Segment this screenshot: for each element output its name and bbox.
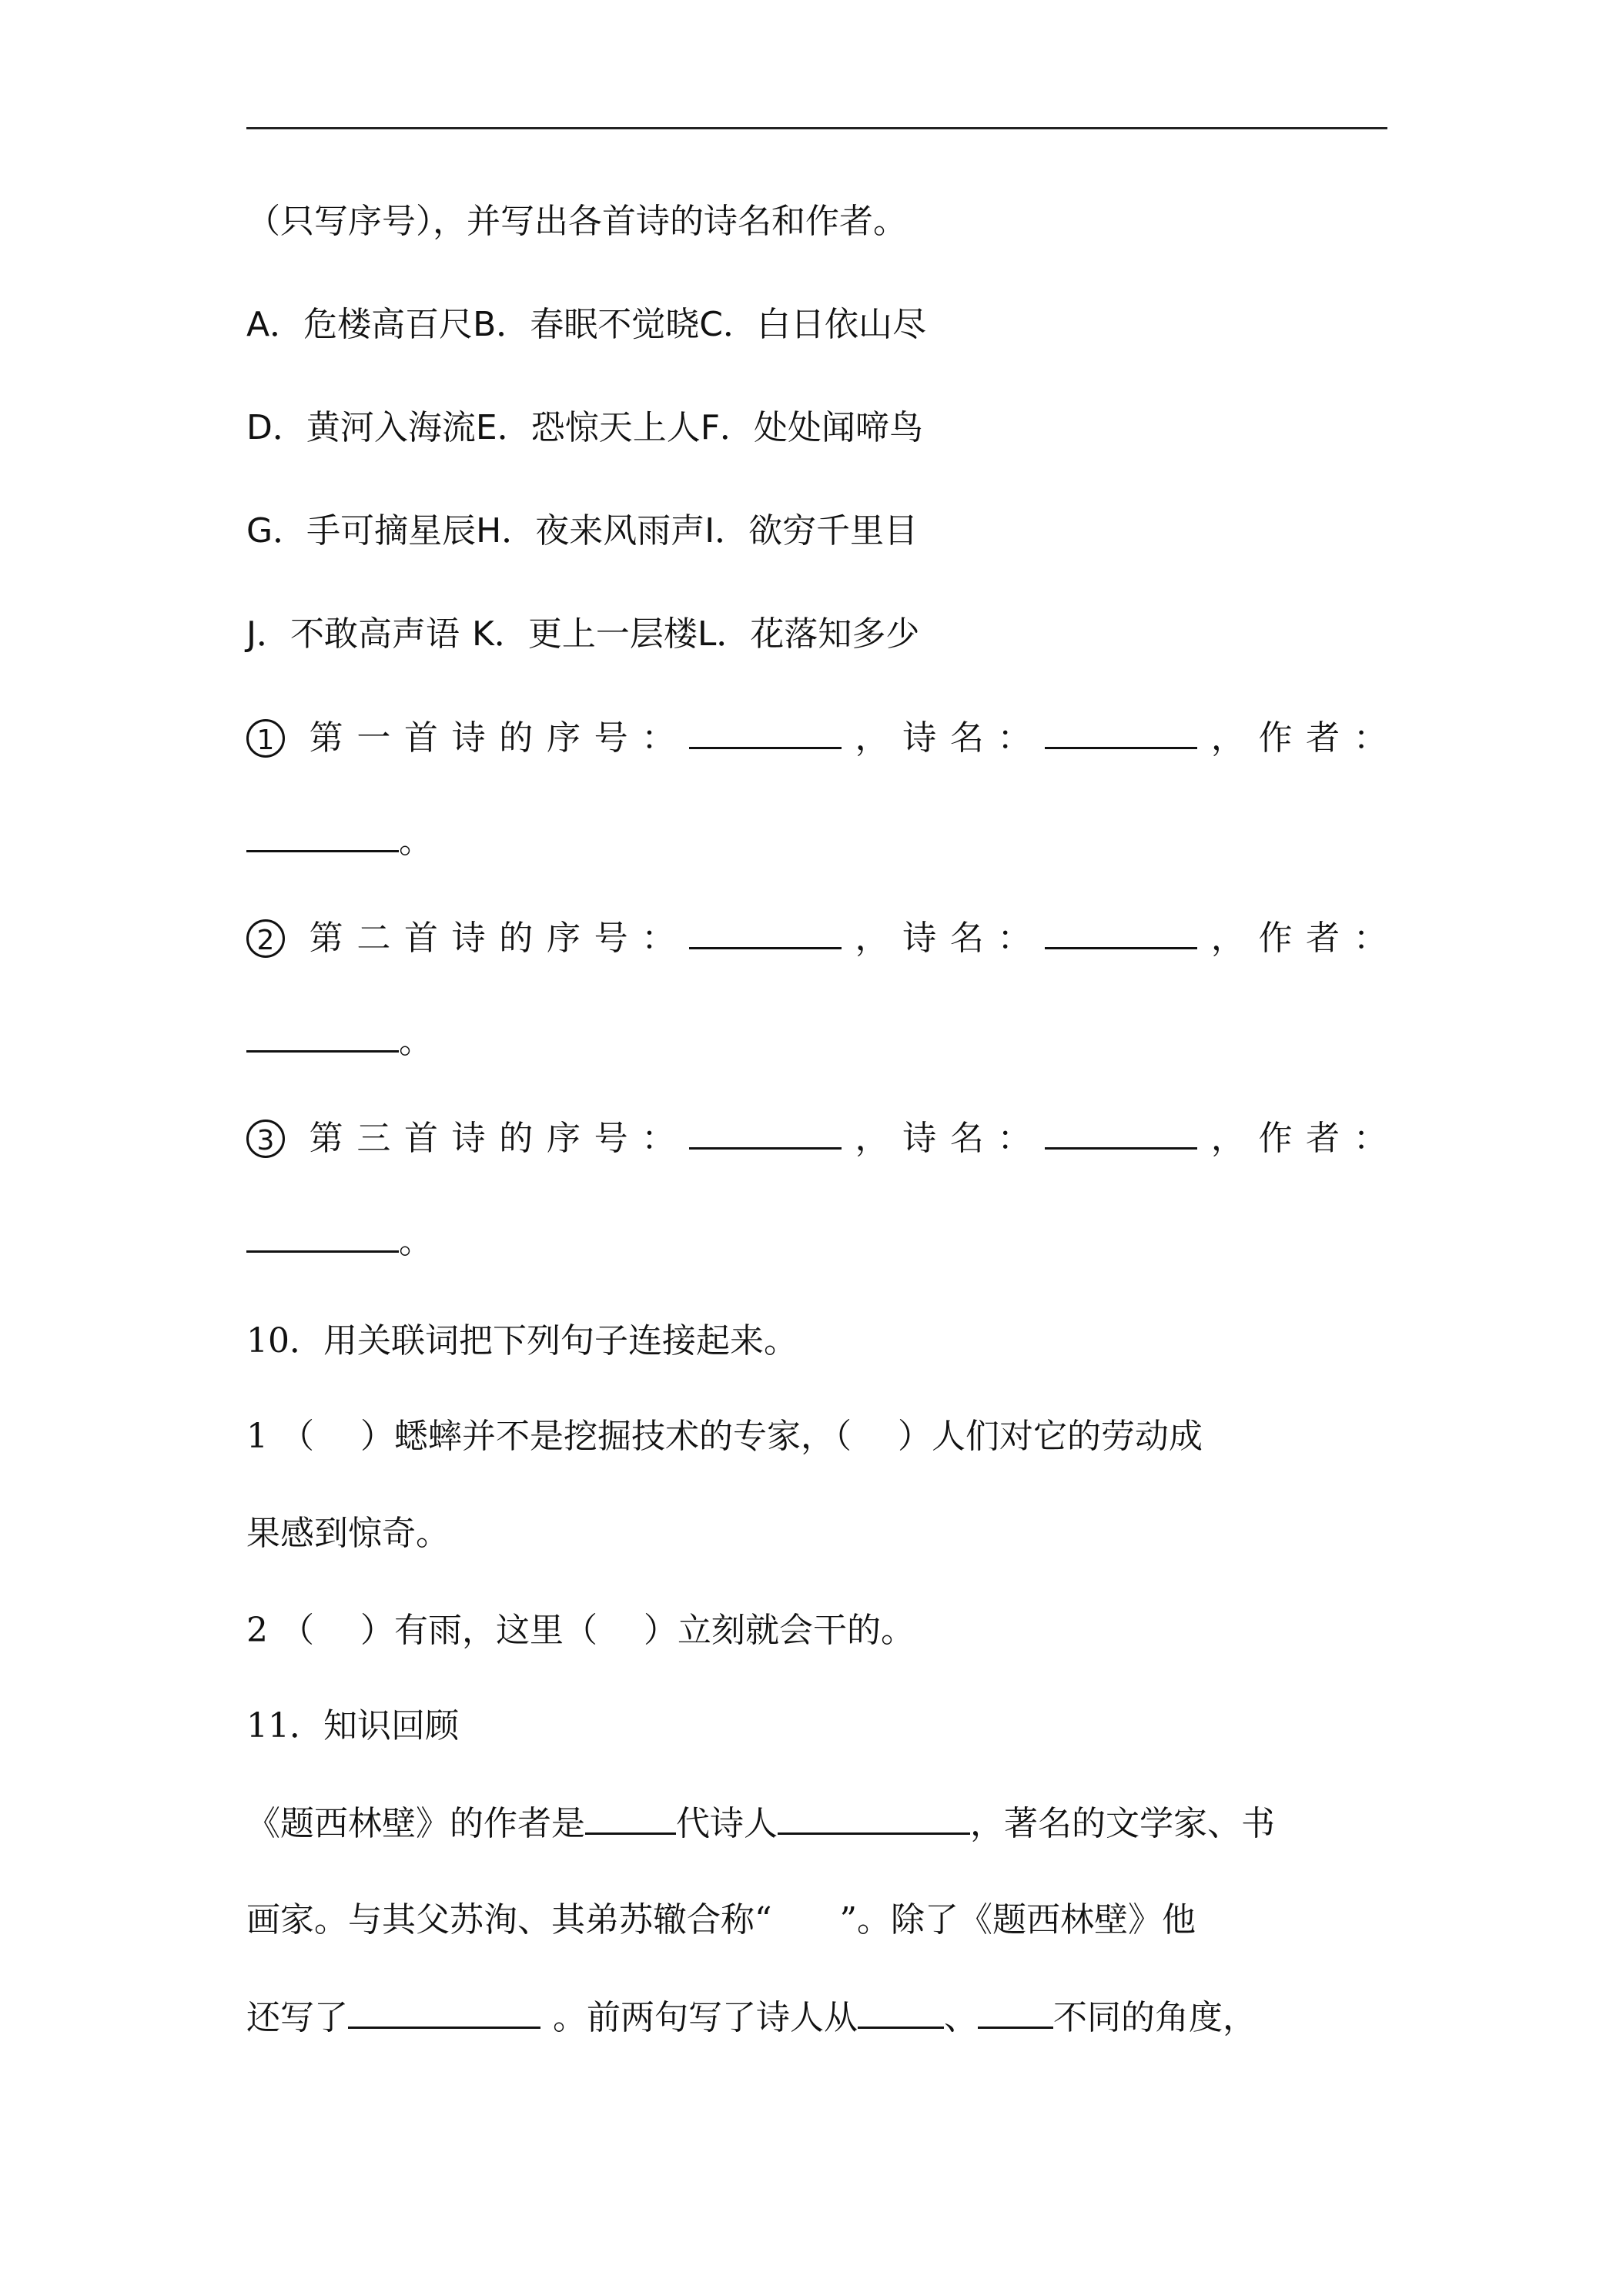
option-row	[246, 405, 1387, 451]
option-item: F．处处闻啼鸟	[700, 408, 924, 447]
option-item: H．夜来风雨声	[476, 511, 705, 551]
option-row	[246, 611, 1387, 658]
author-blank[interactable]	[246, 1218, 399, 1253]
poem-name-blank[interactable]	[1045, 1115, 1197, 1150]
question-11-line-1: 《题西林壁》的作者是 代诗人 ，著名的文学家、书	[246, 1800, 1387, 1847]
angle-blank[interactable]	[858, 1994, 944, 2029]
poem-name-blank[interactable]	[1045, 715, 1197, 749]
sequence-blank[interactable]	[689, 1115, 842, 1150]
question-10-sentence-1-cont: 果感到惊奇。	[246, 1514, 450, 1553]
option-item: L．花落知多少	[697, 614, 920, 654]
option-row	[246, 302, 1387, 348]
question-11-line-3: 还写了 。前两句写了诗人从 、 不同的角度，	[246, 1994, 1387, 2041]
instruction-text: （只写序号），并写出各首诗的诗名和作者。	[246, 202, 907, 241]
question-10-sentence-1: 1 （ ）蟋蟀并不是挖掘技术的专家，（ ）人们对它的劳动成	[246, 1417, 1203, 1456]
option-item: G．手可摘星辰	[246, 511, 477, 551]
author-answer-line: 。	[246, 1218, 1387, 1265]
option-item: C．白日依山尽	[699, 305, 927, 344]
circled-number: 1	[246, 719, 285, 758]
dynasty-blank[interactable]	[585, 1800, 676, 1835]
circled-number: 3	[246, 1120, 285, 1158]
works-blank[interactable]	[348, 1994, 540, 2029]
question-10-sentence-2: 2 （ ）有雨，这里（ ）立刻就会干的。	[246, 1611, 915, 1650]
sequence-blank[interactable]	[689, 715, 842, 749]
poem-question-3: 3 第 三 首 诗 的 序 号 ： ， 诗 名 ： ， 作 者 ：	[246, 1115, 1387, 1162]
angle-blank[interactable]	[978, 1994, 1053, 2029]
circled-number: 2	[246, 919, 285, 958]
option-item: A．危楼高百尺	[246, 305, 474, 344]
author-answer-line: 。	[246, 818, 1387, 865]
author-blank[interactable]	[246, 818, 399, 852]
option-item: E．恐惊天上人	[475, 408, 701, 447]
option-item: J．不敢高声语	[246, 614, 460, 654]
sequence-blank[interactable]	[689, 915, 842, 949]
header-rule	[246, 127, 1387, 129]
option-item: D．黄河入海流	[246, 408, 476, 447]
poem-name-blank[interactable]	[1045, 915, 1197, 949]
author-blank[interactable]	[246, 1018, 399, 1053]
option-item: I．欲穷千里目	[704, 511, 919, 551]
poem-question-1: 1 第 一 首 诗 的 序 号 ： ， 诗 名 ： ， 作 者 ：	[246, 715, 1387, 761]
question-10-title: 10．用关联词把下列句子连接起来。	[246, 1321, 798, 1361]
author-answer-line: 。	[246, 1018, 1387, 1065]
option-row	[246, 508, 1387, 554]
option-item: B．春眠不觉晓	[473, 305, 700, 344]
question-11-line-2: 画家。与其父苏洵、其弟苏辙合称“ ”。除了《题西林壁》他	[246, 1900, 1196, 1940]
poet-blank[interactable]	[778, 1800, 970, 1835]
poem-question-2: 2 第 二 首 诗 的 序 号 ： ， 诗 名 ： ， 作 者 ：	[246, 915, 1387, 962]
option-item: K．更上一层楼	[471, 614, 698, 654]
question-11-title: 11．知识回顾	[246, 1706, 459, 1745]
